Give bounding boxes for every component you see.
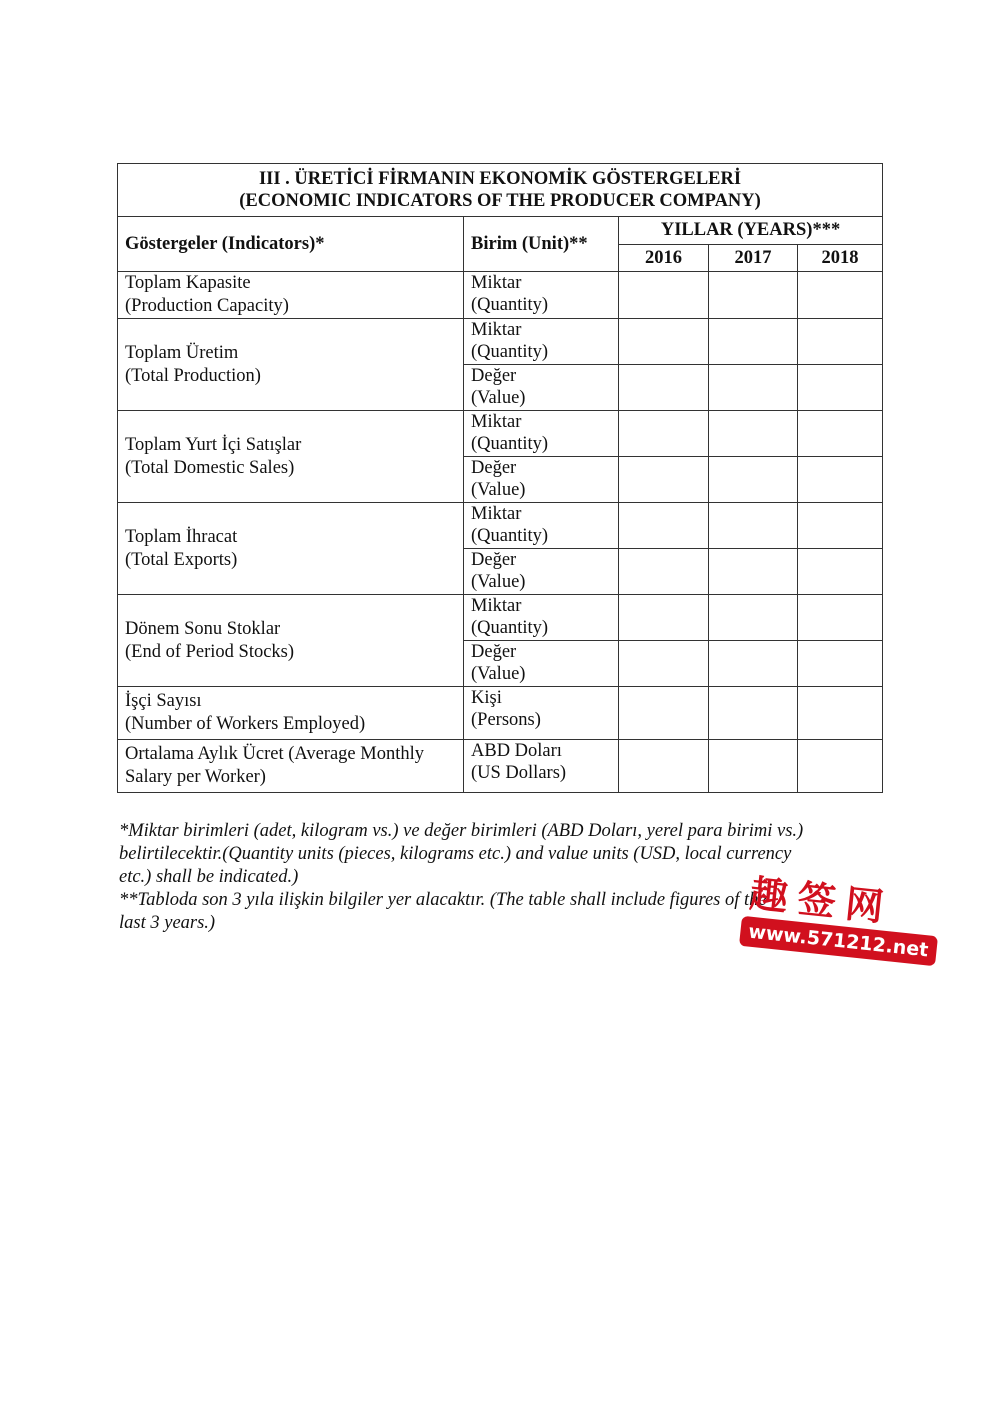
- value-cell-2016[interactable]: [619, 365, 709, 411]
- unit-en: (Quantity): [471, 434, 549, 454]
- value-cell-2018[interactable]: [798, 740, 883, 793]
- unit-tr: Miktar: [471, 504, 522, 524]
- unit-cell: [464, 457, 619, 503]
- value-cell-2017[interactable]: [709, 549, 798, 595]
- unit-tr: Değer: [471, 642, 517, 662]
- value-cell-2018[interactable]: [798, 457, 883, 503]
- header-unit: Birim (Unit)**: [464, 217, 619, 272]
- header-years-group: YILLAR (YEARS)***: [619, 217, 883, 245]
- indicator-cell: [118, 319, 464, 411]
- unit-cell: [464, 411, 619, 457]
- unit-cell: [464, 549, 619, 595]
- indicator-tr: Ortalama Aylık Ücret (Average Monthly: [125, 744, 424, 764]
- value-cell-2018[interactable]: [798, 641, 883, 687]
- indicator-cell: [118, 740, 464, 793]
- unit-en: (US Dollars): [471, 763, 567, 783]
- indicator-tr: İşçi Sayısı: [125, 691, 202, 711]
- indicator-cell: [118, 687, 464, 740]
- footnote-2-line-2: last 3 years.): [119, 913, 216, 933]
- indicator-en: (Total Exports): [125, 549, 238, 570]
- value-cell-2017[interactable]: [709, 595, 798, 641]
- indicator-cell: [118, 272, 464, 319]
- table-row: [118, 319, 883, 365]
- unit-tr: ABD Doları: [471, 741, 562, 761]
- indicator-en: (Total Production): [125, 365, 261, 386]
- table-title: [118, 164, 883, 217]
- indicator-en: (End of Period Stocks): [125, 641, 295, 662]
- unit-en: (Persons): [471, 710, 541, 730]
- unit-en: (Quantity): [471, 618, 549, 638]
- unit-tr: Değer: [471, 550, 517, 570]
- footnote-2-line-1: **Tabloda son 3 yıla ilişkin bilgiler yer alacaktır. (The table shall include figures of the: [119, 890, 767, 910]
- table-row: [118, 687, 883, 740]
- footnote-1-line-3: etc.) shall be indicated.): [119, 867, 299, 887]
- unit-cell: [464, 272, 619, 319]
- value-cell-2017[interactable]: [709, 641, 798, 687]
- indicator-cell: [118, 503, 464, 595]
- unit-cell: [464, 641, 619, 687]
- economic-indicators-table: [117, 163, 883, 793]
- indicator-tr: Toplam Yurt İçi Satışlar: [125, 434, 302, 455]
- table-row: [118, 503, 883, 549]
- value-cell-2016[interactable]: [619, 687, 709, 740]
- value-cell-2016[interactable]: [619, 272, 709, 319]
- header-year-2016: 2016: [619, 245, 709, 272]
- value-cell-2016[interactable]: [619, 457, 709, 503]
- title-line-2: (ECONOMIC INDICATORS OF THE PRODUCER COMPANY): [239, 191, 761, 211]
- table-row: [118, 740, 883, 793]
- indicator-tr: Dönem Sonu Stoklar: [125, 618, 281, 639]
- unit-tr: Değer: [471, 366, 517, 386]
- unit-en: (Value): [471, 388, 526, 408]
- table-row: [118, 411, 883, 457]
- unit-tr: Miktar: [471, 273, 522, 293]
- unit-en: (Value): [471, 572, 526, 592]
- table-row: [118, 272, 883, 319]
- value-cell-2016[interactable]: [619, 503, 709, 549]
- table-row: [118, 595, 883, 641]
- indicator-cell: [118, 411, 464, 503]
- indicator-en: Salary per Worker): [125, 767, 266, 787]
- value-cell-2017[interactable]: [709, 365, 798, 411]
- unit-en: (Quantity): [471, 342, 549, 362]
- value-cell-2018[interactable]: [798, 549, 883, 595]
- unit-en: (Value): [471, 664, 526, 684]
- value-cell-2016[interactable]: [619, 319, 709, 365]
- header-indicators: Göstergeler (Indicators)*: [118, 217, 464, 272]
- value-cell-2018[interactable]: [798, 272, 883, 319]
- value-cell-2017[interactable]: [709, 272, 798, 319]
- watermark-url: www.571212.net: [739, 916, 938, 966]
- unit-en: (Value): [471, 480, 526, 500]
- unit-cell: [464, 365, 619, 411]
- unit-cell: [464, 740, 619, 793]
- value-cell-2018[interactable]: [798, 365, 883, 411]
- value-cell-2016[interactable]: [619, 641, 709, 687]
- indicator-en: (Production Capacity): [125, 296, 289, 316]
- unit-cell: [464, 319, 619, 365]
- footnote-1-line-2: belirtilecektir.(Quantity units (pieces, kilograms etc.) and value units (USD, local currency: [119, 844, 792, 864]
- value-cell-2017[interactable]: [709, 687, 798, 740]
- indicator-en: (Number of Workers Employed): [125, 714, 366, 734]
- value-cell-2018[interactable]: [798, 595, 883, 641]
- value-cell-2016[interactable]: [619, 549, 709, 595]
- unit-cell: [464, 503, 619, 549]
- value-cell-2018[interactable]: [798, 687, 883, 740]
- unit-cell: [464, 687, 619, 740]
- unit-tr: Kişi: [471, 688, 502, 708]
- indicator-tr: Toplam İhracat: [125, 526, 238, 547]
- indicator-en: (Total Domestic Sales): [125, 457, 295, 478]
- unit-en: (Quantity): [471, 526, 549, 546]
- header-year-2017: 2017: [709, 245, 798, 272]
- value-cell-2018[interactable]: [798, 503, 883, 549]
- value-cell-2016[interactable]: [619, 740, 709, 793]
- unit-tr: Miktar: [471, 320, 522, 340]
- indicator-tr: Toplam Kapasite: [125, 273, 251, 293]
- watermark: [740, 870, 930, 990]
- indicator-tr: Toplam Üretim: [125, 342, 239, 363]
- value-cell-2018[interactable]: [798, 319, 883, 365]
- value-cell-2016[interactable]: [619, 595, 709, 641]
- unit-tr: Miktar: [471, 596, 522, 616]
- value-cell-2017[interactable]: [709, 503, 798, 549]
- unit-cell: [464, 595, 619, 641]
- value-cell-2016[interactable]: [619, 411, 709, 457]
- value-cell-2017[interactable]: [709, 411, 798, 457]
- title-line-1: III . ÜRETİCİ FİRMANIN EKONOMİK GÖSTERGELERİ: [258, 169, 742, 189]
- value-cell-2017[interactable]: [709, 457, 798, 503]
- unit-en: (Quantity): [471, 295, 549, 315]
- footnote-1-line-1: *Miktar birimleri (adet, kilogram vs.) ve değer birimleri (ABD Doları, yerel para birimi vs.): [119, 821, 804, 841]
- header-year-2018: 2018: [798, 245, 883, 272]
- value-cell-2017[interactable]: [709, 740, 798, 793]
- indicator-cell: [118, 595, 464, 687]
- value-cell-2017[interactable]: [709, 319, 798, 365]
- watermark-chars: 趣签网: [747, 871, 896, 931]
- unit-tr: Değer: [471, 458, 517, 478]
- unit-tr: Miktar: [471, 412, 522, 432]
- value-cell-2018[interactable]: [798, 411, 883, 457]
